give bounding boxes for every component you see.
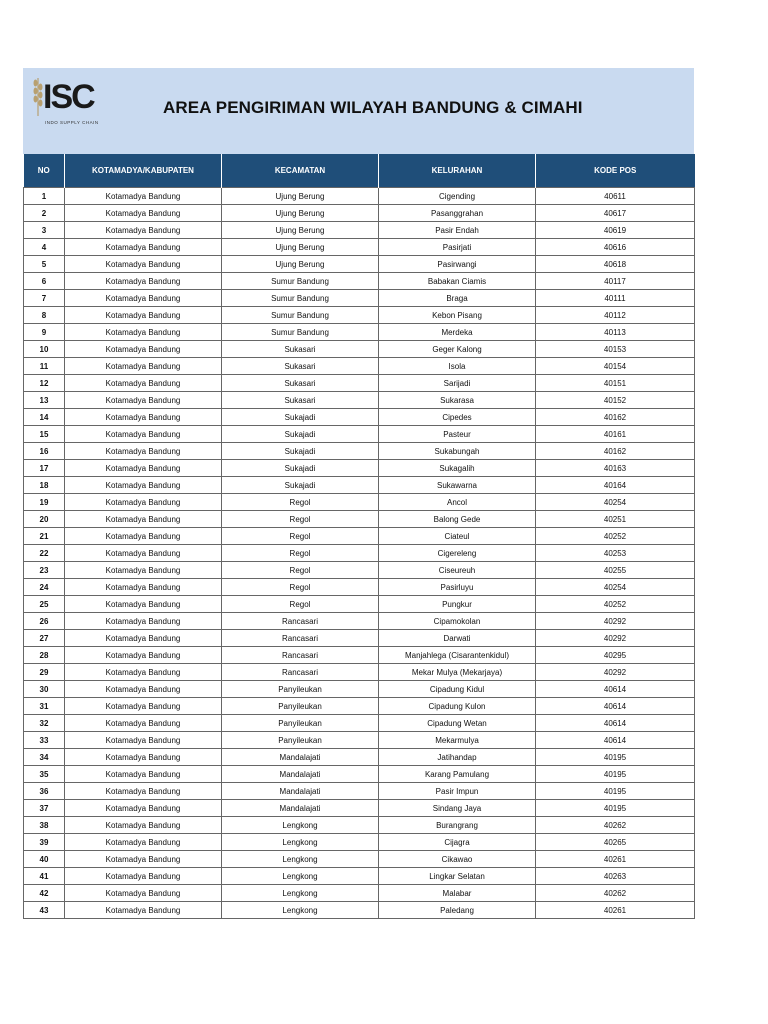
title-banner — [23, 68, 694, 154]
cell-kotamadya: Kotamadya Bandung — [65, 443, 222, 460]
cell-kelurahan: Pasir Endah — [379, 222, 536, 239]
cell-kecamatan: Sukajadi — [222, 477, 379, 494]
cell-kecamatan: Panyileukan — [222, 698, 379, 715]
table-row — [24, 647, 695, 664]
cell-kecamatan: Sukasari — [222, 358, 379, 375]
table-row — [24, 579, 695, 596]
table-row — [24, 290, 695, 307]
cell-no: 3 — [24, 222, 65, 239]
cell-kelurahan: Sukarasa — [379, 392, 536, 409]
cell-kode-pos: 40262 — [536, 885, 695, 902]
cell-kotamadya: Kotamadya Bandung — [65, 902, 222, 919]
cell-kelurahan: Pasirwangi — [379, 256, 536, 273]
cell-kecamatan: Lengkong — [222, 851, 379, 868]
cell-no: 29 — [24, 664, 65, 681]
cell-kode-pos: 40154 — [536, 358, 695, 375]
cell-kecamatan: Panyileukan — [222, 681, 379, 698]
cell-kelurahan: Cigereleng — [379, 545, 536, 562]
cell-kelurahan: Pasteur — [379, 426, 536, 443]
cell-no: 7 — [24, 290, 65, 307]
cell-kotamadya: Kotamadya Bandung — [65, 715, 222, 732]
cell-kotamadya: Kotamadya Bandung — [65, 511, 222, 528]
cell-kotamadya: Kotamadya Bandung — [65, 545, 222, 562]
table-row — [24, 851, 695, 868]
cell-kotamadya: Kotamadya Bandung — [65, 596, 222, 613]
cell-kecamatan: Rancasari — [222, 664, 379, 681]
cell-kecamatan: Lengkong — [222, 834, 379, 851]
cell-kode-pos: 40253 — [536, 545, 695, 562]
cell-kecamatan: Lengkong — [222, 868, 379, 885]
table-row — [24, 375, 695, 392]
cell-kelurahan: Cipadung Kulon — [379, 698, 536, 715]
cell-no: 24 — [24, 579, 65, 596]
cell-kode-pos: 40254 — [536, 494, 695, 511]
cell-kecamatan: Lengkong — [222, 885, 379, 902]
cell-kelurahan: Jatihandap — [379, 749, 536, 766]
table-row — [24, 239, 695, 256]
cell-kotamadya: Kotamadya Bandung — [65, 324, 222, 341]
table-row — [24, 358, 695, 375]
cell-kelurahan: Balong Gede — [379, 511, 536, 528]
cell-kode-pos: 40292 — [536, 664, 695, 681]
cell-no: 38 — [24, 817, 65, 834]
table-row — [24, 766, 695, 783]
cell-kelurahan: Cipadung Kidul — [379, 681, 536, 698]
table-row — [24, 528, 695, 545]
cell-kotamadya: Kotamadya Bandung — [65, 426, 222, 443]
cell-kecamatan: Regol — [222, 494, 379, 511]
cell-kode-pos: 40162 — [536, 409, 695, 426]
cell-no: 10 — [24, 341, 65, 358]
cell-no: 34 — [24, 749, 65, 766]
cell-kotamadya: Kotamadya Bandung — [65, 477, 222, 494]
cell-no: 21 — [24, 528, 65, 545]
cell-no: 41 — [24, 868, 65, 885]
table-row — [24, 341, 695, 358]
cell-kecamatan: Panyileukan — [222, 715, 379, 732]
table-row — [24, 273, 695, 290]
cell-no: 12 — [24, 375, 65, 392]
cell-kotamadya: Kotamadya Bandung — [65, 307, 222, 324]
cell-kelurahan: Cipadung Wetan — [379, 715, 536, 732]
cell-kode-pos: 40616 — [536, 239, 695, 256]
cell-kode-pos: 40262 — [536, 817, 695, 834]
table-row — [24, 749, 695, 766]
table-row — [24, 885, 695, 902]
cell-no: 17 — [24, 460, 65, 477]
cell-kecamatan: Sumur Bandung — [222, 307, 379, 324]
cell-kotamadya: Kotamadya Bandung — [65, 205, 222, 222]
spreadsheet-page — [23, 68, 694, 919]
table-row — [24, 630, 695, 647]
cell-kecamatan: Sukasari — [222, 341, 379, 358]
table-row — [24, 868, 695, 885]
cell-kelurahan: Ciateul — [379, 528, 536, 545]
cell-kode-pos: 40252 — [536, 528, 695, 545]
cell-kotamadya: Kotamadya Bandung — [65, 664, 222, 681]
cell-kecamatan: Mandalajati — [222, 783, 379, 800]
cell-kecamatan: Regol — [222, 562, 379, 579]
cell-kode-pos: 40295 — [536, 647, 695, 664]
cell-kode-pos: 40619 — [536, 222, 695, 239]
table-row — [24, 732, 695, 749]
table-row — [24, 902, 695, 919]
cell-kode-pos: 40164 — [536, 477, 695, 494]
cell-kecamatan: Sukajadi — [222, 460, 379, 477]
cell-kode-pos: 40263 — [536, 868, 695, 885]
cell-kelurahan: Kebon Pisang — [379, 307, 536, 324]
cell-kode-pos: 40112 — [536, 307, 695, 324]
cell-kecamatan: Sumur Bandung — [222, 273, 379, 290]
header-kotamadya: KOTAMADYA/KABUPATEN — [65, 154, 222, 188]
cell-kecamatan: Mandalajati — [222, 766, 379, 783]
cell-no: 43 — [24, 902, 65, 919]
cell-kecamatan: Regol — [222, 511, 379, 528]
cell-no: 35 — [24, 766, 65, 783]
cell-kode-pos: 40255 — [536, 562, 695, 579]
cell-kecamatan: Regol — [222, 596, 379, 613]
header-kelurahan: KELURAHAN — [379, 154, 536, 188]
cell-kotamadya: Kotamadya Bandung — [65, 783, 222, 800]
cell-no: 28 — [24, 647, 65, 664]
cell-kelurahan: Pasirjati — [379, 239, 536, 256]
cell-no: 9 — [24, 324, 65, 341]
table-row — [24, 562, 695, 579]
cell-no: 31 — [24, 698, 65, 715]
cell-kode-pos: 40614 — [536, 681, 695, 698]
table-row — [24, 324, 695, 341]
cell-kode-pos: 40254 — [536, 579, 695, 596]
cell-kecamatan: Rancasari — [222, 647, 379, 664]
table-row — [24, 613, 695, 630]
cell-kelurahan: Sukagalih — [379, 460, 536, 477]
table-row — [24, 460, 695, 477]
table-row — [24, 783, 695, 800]
cell-kecamatan: Rancasari — [222, 613, 379, 630]
delivery-area-table — [23, 154, 695, 919]
table-row — [24, 664, 695, 681]
table-header-row — [24, 154, 695, 188]
cell-kelurahan: Paledang — [379, 902, 536, 919]
cell-kode-pos: 40117 — [536, 273, 695, 290]
table-row — [24, 426, 695, 443]
cell-kecamatan: Sukajadi — [222, 443, 379, 460]
cell-kelurahan: Karang Pamulang — [379, 766, 536, 783]
cell-kelurahan: Pasanggrahan — [379, 205, 536, 222]
cell-kode-pos: 40152 — [536, 392, 695, 409]
cell-no: 26 — [24, 613, 65, 630]
cell-kelurahan: Darwati — [379, 630, 536, 647]
table-row — [24, 443, 695, 460]
cell-kelurahan: Manjahlega (Cisarantenkidul) — [379, 647, 536, 664]
cell-kotamadya: Kotamadya Bandung — [65, 647, 222, 664]
cell-kelurahan: Cijagra — [379, 834, 536, 851]
table-body — [24, 188, 695, 919]
cell-kecamatan: Mandalajati — [222, 800, 379, 817]
cell-kode-pos: 40614 — [536, 732, 695, 749]
cell-no: 32 — [24, 715, 65, 732]
cell-kotamadya: Kotamadya Bandung — [65, 851, 222, 868]
table-row — [24, 715, 695, 732]
cell-kode-pos: 40261 — [536, 851, 695, 868]
cell-kecamatan: Sukajadi — [222, 426, 379, 443]
cell-kecamatan: Regol — [222, 528, 379, 545]
cell-kotamadya: Kotamadya Bandung — [65, 766, 222, 783]
cell-kotamadya: Kotamadya Bandung — [65, 732, 222, 749]
cell-kelurahan: Burangrang — [379, 817, 536, 834]
cell-kelurahan: Pasir Impun — [379, 783, 536, 800]
cell-kotamadya: Kotamadya Bandung — [65, 222, 222, 239]
cell-kode-pos: 40161 — [536, 426, 695, 443]
cell-kotamadya: Kotamadya Bandung — [65, 562, 222, 579]
cell-no: 11 — [24, 358, 65, 375]
cell-kotamadya: Kotamadya Bandung — [65, 358, 222, 375]
cell-kotamadya: Kotamadya Bandung — [65, 528, 222, 545]
table-row — [24, 681, 695, 698]
table-row — [24, 494, 695, 511]
table-row — [24, 596, 695, 613]
cell-kode-pos: 40151 — [536, 375, 695, 392]
cell-kecamatan: Lengkong — [222, 902, 379, 919]
cell-kotamadya: Kotamadya Bandung — [65, 409, 222, 426]
cell-no: 25 — [24, 596, 65, 613]
cell-kotamadya: Kotamadya Bandung — [65, 341, 222, 358]
cell-no: 36 — [24, 783, 65, 800]
cell-kecamatan: Sukasari — [222, 392, 379, 409]
table-row — [24, 392, 695, 409]
cell-no: 22 — [24, 545, 65, 562]
cell-kecamatan: Sukasari — [222, 375, 379, 392]
cell-kotamadya: Kotamadya Bandung — [65, 392, 222, 409]
cell-kecamatan: Rancasari — [222, 630, 379, 647]
cell-kode-pos: 40251 — [536, 511, 695, 528]
cell-kelurahan: Cikawao — [379, 851, 536, 868]
cell-kode-pos: 40195 — [536, 783, 695, 800]
cell-no: 18 — [24, 477, 65, 494]
cell-kode-pos: 40265 — [536, 834, 695, 851]
cell-kotamadya: Kotamadya Bandung — [65, 375, 222, 392]
cell-no: 37 — [24, 800, 65, 817]
logo-mark: ISC — [43, 78, 94, 116]
cell-no: 39 — [24, 834, 65, 851]
cell-kode-pos: 40252 — [536, 596, 695, 613]
cell-kotamadya: Kotamadya Bandung — [65, 885, 222, 902]
cell-no: 16 — [24, 443, 65, 460]
cell-no: 42 — [24, 885, 65, 902]
cell-kotamadya: Kotamadya Bandung — [65, 188, 222, 205]
table-row — [24, 817, 695, 834]
cell-kecamatan: Ujung Berung — [222, 256, 379, 273]
cell-kode-pos: 40614 — [536, 715, 695, 732]
cell-no: 14 — [24, 409, 65, 426]
cell-kode-pos: 40611 — [536, 188, 695, 205]
cell-kotamadya: Kotamadya Bandung — [65, 460, 222, 477]
cell-kotamadya: Kotamadya Bandung — [65, 749, 222, 766]
cell-no: 5 — [24, 256, 65, 273]
cell-no: 30 — [24, 681, 65, 698]
table-row — [24, 545, 695, 562]
header-kode-pos: KODE POS — [536, 154, 695, 188]
cell-kotamadya: Kotamadya Bandung — [65, 834, 222, 851]
cell-kecamatan: Sumur Bandung — [222, 324, 379, 341]
cell-kelurahan: Mekar Mulya (Mekarjaya) — [379, 664, 536, 681]
cell-kode-pos: 40163 — [536, 460, 695, 477]
cell-kelurahan: Sukabungah — [379, 443, 536, 460]
table-row — [24, 307, 695, 324]
cell-kelurahan: Pungkur — [379, 596, 536, 613]
cell-no: 8 — [24, 307, 65, 324]
cell-kode-pos: 40162 — [536, 443, 695, 460]
cell-kode-pos: 40618 — [536, 256, 695, 273]
cell-kotamadya: Kotamadya Bandung — [65, 681, 222, 698]
cell-kotamadya: Kotamadya Bandung — [65, 256, 222, 273]
cell-kecamatan: Ujung Berung — [222, 188, 379, 205]
cell-kotamadya: Kotamadya Bandung — [65, 494, 222, 511]
table-row — [24, 222, 695, 239]
cell-kecamatan: Ujung Berung — [222, 239, 379, 256]
cell-kecamatan: Ujung Berung — [222, 205, 379, 222]
cell-kelurahan: Mekarmulya — [379, 732, 536, 749]
header-no: NO — [24, 154, 65, 188]
logo-tagline: INDO SUPPLY CHAIN — [45, 120, 99, 125]
cell-kecamatan: Ujung Berung — [222, 222, 379, 239]
cell-no: 23 — [24, 562, 65, 579]
cell-kode-pos: 40195 — [536, 800, 695, 817]
cell-kelurahan: Cipamokolan — [379, 613, 536, 630]
cell-no: 15 — [24, 426, 65, 443]
cell-kotamadya: Kotamadya Bandung — [65, 239, 222, 256]
cell-kotamadya: Kotamadya Bandung — [65, 579, 222, 596]
cell-no: 6 — [24, 273, 65, 290]
cell-kecamatan: Sumur Bandung — [222, 290, 379, 307]
cell-kelurahan: Cigending — [379, 188, 536, 205]
page-title: AREA PENGIRIMAN WILAYAH BANDUNG & CIMAHI — [163, 98, 583, 117]
cell-kelurahan: Ciseureuh — [379, 562, 536, 579]
cell-kelurahan: Isola — [379, 358, 536, 375]
cell-no: 27 — [24, 630, 65, 647]
cell-kotamadya: Kotamadya Bandung — [65, 817, 222, 834]
cell-kelurahan: Sarijadi — [379, 375, 536, 392]
table-row — [24, 834, 695, 851]
cell-kode-pos: 40614 — [536, 698, 695, 715]
cell-kotamadya: Kotamadya Bandung — [65, 868, 222, 885]
company-logo — [31, 72, 101, 130]
cell-kode-pos: 40153 — [536, 341, 695, 358]
cell-kode-pos: 40111 — [536, 290, 695, 307]
cell-kotamadya: Kotamadya Bandung — [65, 290, 222, 307]
cell-no: 1 — [24, 188, 65, 205]
cell-kelurahan: Braga — [379, 290, 536, 307]
table-row — [24, 188, 695, 205]
cell-kelurahan: Merdeka — [379, 324, 536, 341]
cell-kotamadya: Kotamadya Bandung — [65, 273, 222, 290]
cell-kotamadya: Kotamadya Bandung — [65, 698, 222, 715]
cell-kecamatan: Mandalajati — [222, 749, 379, 766]
cell-no: 19 — [24, 494, 65, 511]
cell-kode-pos: 40195 — [536, 749, 695, 766]
cell-kelurahan: Pasirluyu — [379, 579, 536, 596]
cell-kotamadya: Kotamadya Bandung — [65, 800, 222, 817]
table-row — [24, 800, 695, 817]
cell-kelurahan: Cipedes — [379, 409, 536, 426]
cell-kode-pos: 40292 — [536, 613, 695, 630]
table-row — [24, 511, 695, 528]
table-row — [24, 409, 695, 426]
cell-no: 13 — [24, 392, 65, 409]
cell-kelurahan: Sukawarna — [379, 477, 536, 494]
table-row — [24, 477, 695, 494]
table-row — [24, 698, 695, 715]
cell-kode-pos: 40261 — [536, 902, 695, 919]
cell-no: 40 — [24, 851, 65, 868]
cell-kode-pos: 40195 — [536, 766, 695, 783]
cell-kelurahan: Ancol — [379, 494, 536, 511]
cell-kode-pos: 40292 — [536, 630, 695, 647]
cell-kelurahan: Malabar — [379, 885, 536, 902]
cell-no: 2 — [24, 205, 65, 222]
cell-kecamatan: Regol — [222, 579, 379, 596]
cell-kotamadya: Kotamadya Bandung — [65, 613, 222, 630]
cell-kelurahan: Lingkar Selatan — [379, 868, 536, 885]
header-kecamatan: KECAMATAN — [222, 154, 379, 188]
cell-kode-pos: 40113 — [536, 324, 695, 341]
cell-no: 33 — [24, 732, 65, 749]
cell-kecamatan: Panyileukan — [222, 732, 379, 749]
table-row — [24, 256, 695, 273]
cell-no: 20 — [24, 511, 65, 528]
cell-no: 4 — [24, 239, 65, 256]
cell-kelurahan: Babakan Ciamis — [379, 273, 536, 290]
cell-kotamadya: Kotamadya Bandung — [65, 630, 222, 647]
cell-kode-pos: 40617 — [536, 205, 695, 222]
cell-kecamatan: Regol — [222, 545, 379, 562]
cell-kelurahan: Sindang Jaya — [379, 800, 536, 817]
cell-kecamatan: Sukajadi — [222, 409, 379, 426]
table-row — [24, 205, 695, 222]
cell-kecamatan: Lengkong — [222, 817, 379, 834]
cell-kelurahan: Geger Kalong — [379, 341, 536, 358]
